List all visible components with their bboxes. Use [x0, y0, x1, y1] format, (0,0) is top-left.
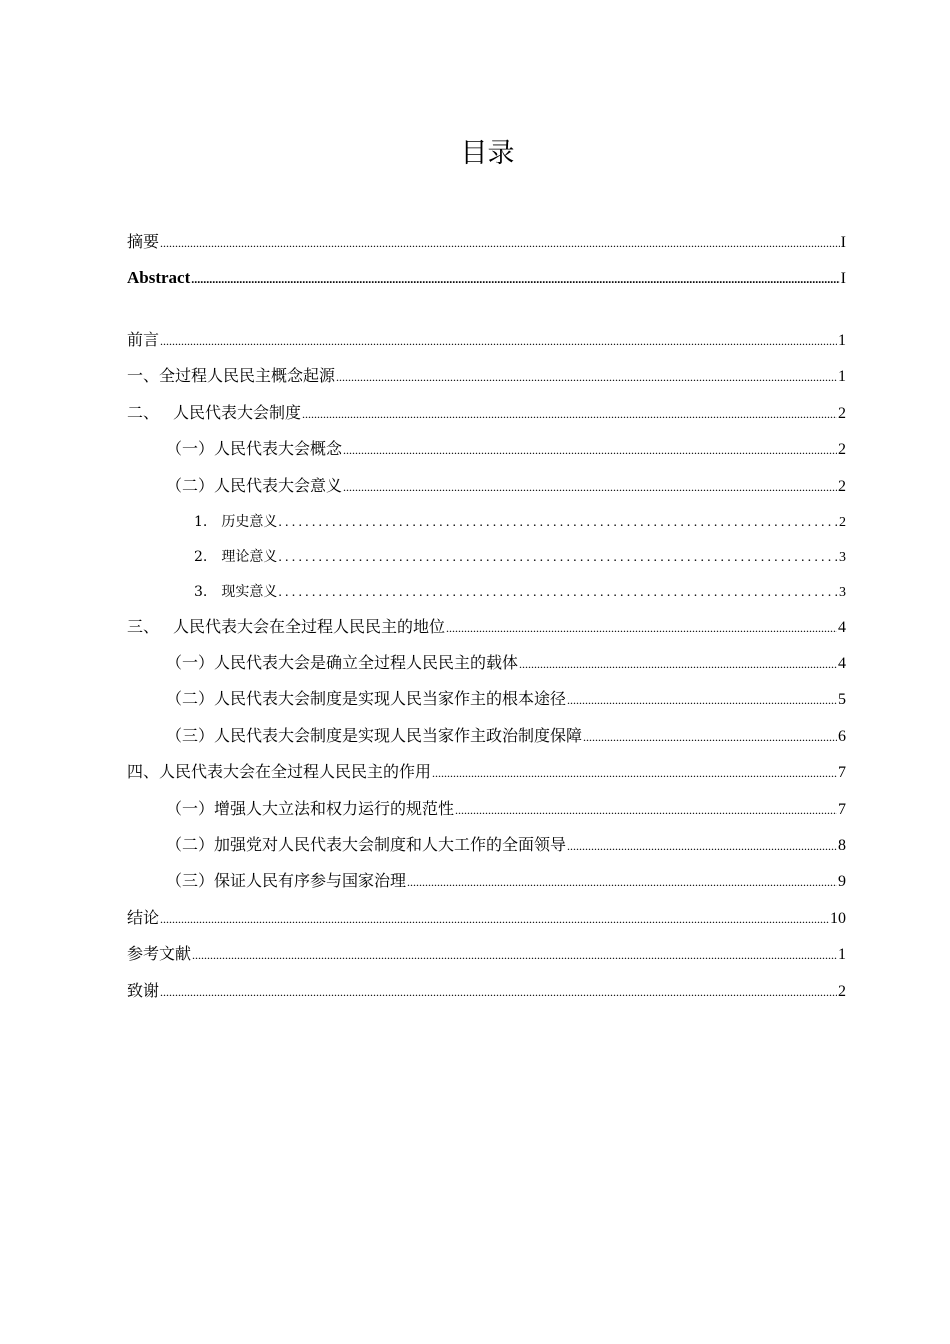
toc-entry-chapter-3[interactable] [127, 616, 846, 639]
toc-entry-number: 1. [194, 514, 208, 530]
toc-entry-label: 四、人民代表大会在全过程人民民主的作用 [127, 762, 432, 781]
toc-entry-label: （一）人民代表大会概念 [166, 439, 343, 458]
toc-page-number: 9 [838, 873, 846, 890]
toc-entry-text: 现实意义 [221, 584, 278, 600]
toc-entry-preface[interactable] [127, 329, 846, 352]
toc-entry-label: （二）加强党对人民代表大会制度和人大工作的全面领导 [166, 835, 567, 854]
toc-entry-label [194, 581, 277, 603]
toc-dot-leader [567, 689, 837, 711]
toc-dot-leader [302, 403, 837, 425]
toc-entry-label: 一、全过程人民民主概念起源 [127, 366, 336, 385]
toc-dot-leader [343, 476, 837, 498]
toc-dot-leader [160, 330, 837, 352]
toc-entry-abstract-cn[interactable] [127, 231, 846, 254]
toc-page-number: I [840, 234, 846, 251]
toc-page-number: 4 [838, 619, 846, 636]
toc-entry-conclusion[interactable] [127, 907, 846, 930]
toc-page-number: 2 [838, 478, 846, 495]
toc-dot-leader [160, 908, 829, 930]
toc-entry-subsection-2[interactable] [194, 546, 846, 569]
toc-page-number: 4 [838, 655, 846, 672]
toc-entry-chapter-1[interactable] [127, 365, 846, 388]
toc-page-number: 10 [830, 910, 846, 927]
toc-entry-abstract-en[interactable] [127, 267, 846, 290]
toc-entry-section-4-2[interactable] [166, 834, 846, 857]
toc-page-number: 1 [838, 368, 846, 385]
toc-page-number: 7 [838, 764, 846, 781]
toc-entry-label [194, 546, 277, 568]
toc-entry-number: 3. [194, 584, 208, 600]
toc-entry-section-3-1[interactable] [166, 652, 846, 675]
toc-page-number: 5 [838, 691, 846, 708]
toc-entry-number: 三、 [127, 617, 160, 636]
toc-dot-leader [191, 268, 839, 290]
toc-entry-label: 参考文献 [127, 944, 192, 963]
toc-entry-text: 历史意义 [221, 514, 278, 530]
toc-dot-leader [583, 726, 837, 748]
toc-dot-leader [455, 799, 837, 821]
toc-entry-label: 致谢 [127, 981, 160, 1000]
toc-entry-subsection-1[interactable] [194, 511, 846, 534]
toc-page-number: 6 [838, 728, 846, 745]
toc-dot-leader [160, 232, 840, 254]
toc-page-number: 3 [839, 550, 846, 565]
toc-entry-section-2-1[interactable] [166, 438, 846, 461]
toc-entry-label [127, 616, 445, 638]
toc-entry-text: 人民代表大会在全过程人民民主的地位 [173, 617, 446, 636]
toc-entry-label: （一）增强人大立法和权力运行的规范性 [166, 799, 455, 818]
toc-dot-leader [407, 871, 837, 893]
toc-entry-chapter-2[interactable] [127, 402, 846, 425]
toc-entry-section-4-3[interactable] [166, 870, 846, 893]
toc-page-number: 2 [838, 405, 846, 422]
toc-dot-leader [192, 944, 837, 966]
toc-entry-label [127, 402, 301, 424]
toc-entry-number: 2. [194, 549, 208, 565]
toc-entry-label: Abstract [127, 268, 191, 287]
toc-entry-section-3-3[interactable] [166, 725, 846, 748]
toc-entry-text: 理论意义 [221, 549, 278, 565]
toc-dot-leader [278, 582, 838, 604]
toc-entry-label: （三）保证人民有序参与国家治理 [166, 871, 407, 890]
toc-entry-label [194, 511, 277, 533]
toc-entry-section-4-1[interactable] [166, 798, 846, 821]
toc-entry-number: 二、 [127, 403, 160, 422]
toc-page-number: 8 [838, 837, 846, 854]
toc-page-number: 2 [839, 515, 846, 530]
toc-dot-leader [567, 835, 837, 857]
toc-entry-acknowledgements[interactable] [127, 980, 846, 1003]
toc-page-number: 1 [838, 332, 846, 349]
toc-page-number: 3 [839, 585, 846, 600]
toc-entry-label: （三）人民代表大会制度是实现人民当家作主政治制度保障 [166, 726, 583, 745]
toc-entry-section-2-2[interactable] [166, 475, 846, 498]
toc-entry-label: 结论 [127, 908, 160, 927]
toc-dot-leader [519, 653, 837, 675]
toc-entry-references[interactable] [127, 943, 846, 966]
toc-dot-leader [278, 547, 838, 569]
toc-dot-leader [160, 981, 837, 1003]
toc-title: 目录 [460, 138, 515, 169]
toc-entry-subsection-3[interactable] [194, 581, 846, 604]
toc-dot-leader [336, 366, 837, 388]
toc-dot-leader [446, 617, 837, 639]
toc-entry-label: （二）人民代表大会制度是实现人民当家作主的根本途径 [166, 689, 567, 708]
toc-entry-label: 摘要 [127, 232, 160, 251]
toc-dot-leader [278, 512, 838, 534]
toc-page-number: 2 [838, 983, 846, 1000]
toc-entry-section-3-2[interactable] [166, 688, 846, 711]
toc-entry-label: （一）人民代表大会是确立全过程人民民主的载体 [166, 653, 519, 672]
toc-page-number: 7 [838, 801, 846, 818]
toc-entry-text: 人民代表大会制度 [173, 403, 302, 422]
toc-entry-chapter-4[interactable] [127, 761, 846, 784]
toc-dot-leader [343, 439, 837, 461]
toc-entry-label: 前言 [127, 330, 160, 349]
toc-page-number: 1 [838, 946, 846, 963]
toc-entry-label: （二）人民代表大会意义 [166, 476, 343, 495]
toc-dot-leader [432, 762, 837, 784]
toc-page-number: 2 [838, 441, 846, 458]
toc-page-number: I [840, 270, 846, 287]
